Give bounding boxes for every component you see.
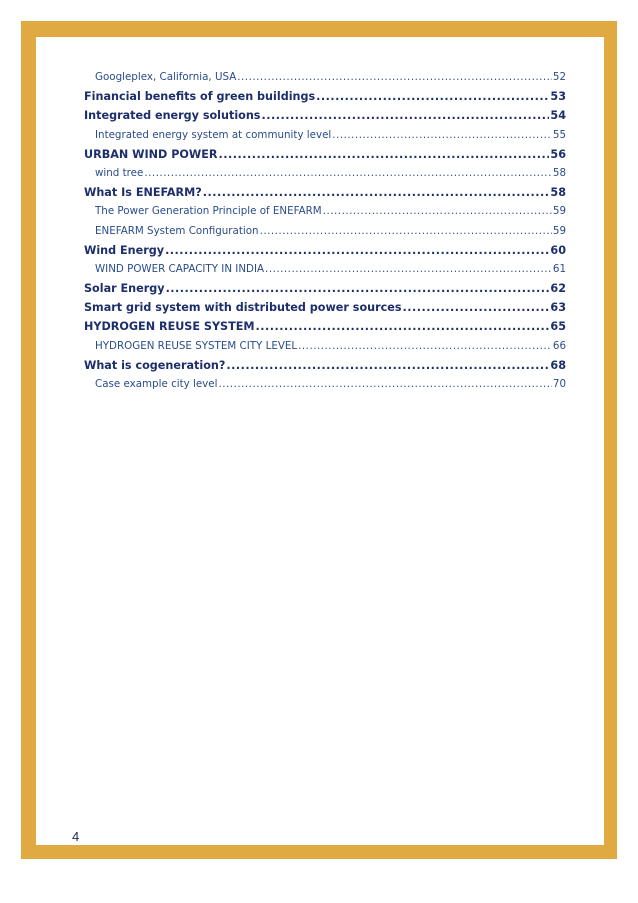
toc-entry-page-number: 61: [552, 262, 566, 275]
toc-dot-leader: [265, 260, 552, 279]
toc-entry-title: URBAN WIND POWER: [84, 147, 218, 161]
toc-dot-leader: [323, 202, 552, 221]
toc-dot-leader: [261, 106, 549, 125]
toc-dot-leader: [226, 356, 549, 375]
toc-dot-leader: [166, 279, 550, 298]
toc-dot-leader: [203, 183, 550, 202]
toc-entry-page-number: 63: [550, 301, 566, 315]
toc-entry-title: The Power Generation Principle of ENEFARM: [95, 205, 322, 218]
toc-dot-leader: [332, 126, 552, 145]
toc-dot-leader: [298, 337, 552, 356]
toc-entry-page-number: 55: [552, 128, 566, 141]
toc-entry-page-number: 70: [552, 378, 566, 390]
toc-dot-leader: [403, 298, 550, 317]
table-of-contents: [84, 68, 566, 394]
toc-entry-page-number: 62: [550, 282, 566, 296]
toc-entry-title: Case example city level: [95, 378, 218, 390]
toc-subentry[interactable]: [84, 202, 566, 221]
toc-dot-leader: [218, 375, 551, 394]
toc-entry-title: Financial benefits of green buildings: [84, 90, 316, 104]
toc-dot-leader: [256, 317, 550, 336]
toc-subentry[interactable]: [84, 68, 566, 87]
toc-subentry[interactable]: [84, 222, 566, 241]
toc-entry-page-number: 59: [552, 205, 566, 218]
toc-entry-title: ENEFARM System Configuration: [95, 224, 259, 237]
toc-entry-page-number: 60: [550, 243, 566, 257]
toc-entry-title: HYDROGEN REUSE SYSTEM CITY LEVEL: [95, 339, 298, 352]
toc-heading-entry[interactable]: [84, 241, 566, 260]
toc-entry-page-number: 58: [550, 186, 566, 200]
toc-entry-page-number: 66: [552, 339, 566, 352]
toc-dot-leader: [144, 164, 552, 183]
toc-entry-title: Smart grid system with distributed power sources: [84, 301, 402, 315]
toc-subentry[interactable]: [84, 337, 566, 356]
toc-heading-entry[interactable]: [84, 279, 566, 298]
toc-entry-title: Integrated energy system at community level: [95, 128, 332, 141]
toc-dot-leader: [219, 145, 550, 164]
toc-entry-page-number: 65: [550, 320, 566, 334]
toc-entry-title: Solar Energy: [84, 282, 165, 296]
toc-entry-title: wind tree: [95, 166, 144, 179]
toc-heading-entry[interactable]: [84, 298, 566, 317]
toc-entry-title: What is cogeneration?: [84, 358, 226, 372]
toc-heading-entry[interactable]: [84, 183, 566, 202]
toc-subentry[interactable]: [84, 375, 566, 394]
toc-dot-leader: [260, 222, 552, 241]
toc-heading-entry[interactable]: [84, 145, 566, 164]
toc-heading-entry[interactable]: [84, 106, 566, 125]
toc-subentry[interactable]: [84, 126, 566, 145]
toc-entry-page-number: 68: [550, 358, 566, 372]
toc-entry-title: What Is ENEFARM?: [84, 186, 202, 200]
toc-heading-entry[interactable]: [84, 87, 566, 106]
toc-dot-leader: [165, 241, 549, 260]
toc-dot-leader: [237, 68, 552, 87]
toc-entry-page-number: 54: [550, 109, 566, 123]
toc-entry-title: Googleplex, California, USA: [95, 71, 237, 83]
toc-heading-entry[interactable]: [84, 317, 566, 336]
toc-dot-leader: [316, 87, 549, 106]
toc-entry-page-number: 58: [552, 166, 566, 179]
toc-subentry[interactable]: [84, 260, 566, 279]
toc-subentry[interactable]: [84, 164, 566, 183]
toc-entry-title: Integrated energy solutions: [84, 109, 261, 123]
toc-entry-title: Wind Energy: [84, 243, 165, 257]
toc-heading-entry[interactable]: [84, 356, 566, 375]
toc-entry-page-number: 53: [550, 90, 566, 104]
toc-entry-page-number: 56: [550, 147, 566, 161]
toc-entry-title: HYDROGEN REUSE SYSTEM: [84, 320, 255, 334]
toc-entry-title: WIND POWER CAPACITY IN INDIA: [95, 262, 265, 275]
page-number: 4: [72, 829, 80, 844]
toc-entry-page-number: 59: [552, 224, 566, 237]
toc-entry-page-number: 52: [552, 71, 566, 83]
